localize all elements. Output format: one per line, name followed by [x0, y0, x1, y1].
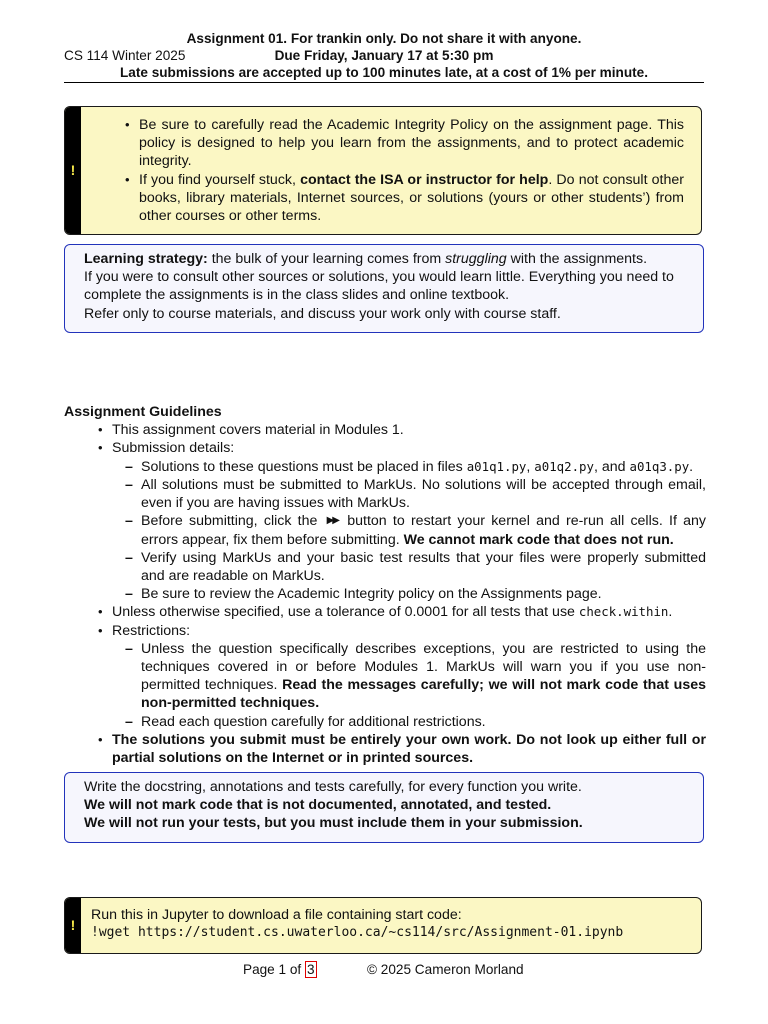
- submission-item: – Before submitting, click the ▶▶ button to restart your kernel and re-run all cells. If any errors appear, fix them before submitting. We cannot mark code that does not run.: [141, 512, 706, 549]
- submission-item: – All solutions must be submitted to MarkUs. No solutions will be accepted through email, even if you are having issues with MarkUs.: [141, 476, 706, 512]
- guideline-item: • Restrictions: – Unless the question specifically describes exceptions, you are restricted to using the techniques covered in or before Modules 1. MarkUs will warn you if you use non-permitted techniques. Read the messages carefully; we will not mark code that uses non-permitted techniques. – Read each question carefully for additional restrictions.: [112, 622, 706, 731]
- integrity-item: • If you find yourself stuck, contact the ISA or instructor for help. Do not consult other books, library materials, Internet sources, or solutions (yours or other students’) from other courses or other terms.: [125, 171, 684, 226]
- strategy-line: Learning strategy: the bulk of your learning comes from struggling with the assignments.: [84, 251, 648, 267]
- warning-icon: !: [70, 162, 76, 179]
- integrity-warning-box: [64, 106, 702, 235]
- submission-item: – Be sure to review the Academic Integrity policy on the Assignments page.: [141, 585, 706, 603]
- header-rule: [64, 82, 704, 83]
- guideline-item: [112, 731, 706, 767]
- page-header: [64, 30, 704, 81]
- learning-strategy-box: [64, 244, 704, 333]
- no-run-warning: We cannot mark code that does not run.: [403, 531, 674, 548]
- guidelines-list: [64, 421, 706, 767]
- filename: a01q3.py: [629, 458, 690, 474]
- late-policy: Late submissions are accepted up to 100 minutes late, at a cost of 1% per minute.: [119, 65, 649, 80]
- jupyter-download-box: [64, 897, 702, 954]
- warning-icon: !: [70, 917, 76, 934]
- restriction-warning: Read the messages carefully; we will not mark code that uses non-permitted techniques.: [141, 677, 706, 712]
- strategy-label: Learning strategy:: [84, 251, 208, 267]
- guideline-item: • Unless otherwise specified, use a tolerance of 0.0001 for all tests that use check.within.: [112, 603, 706, 621]
- jupyter-instruction: Run this in Jupyter to download a file containing start code:: [91, 907, 462, 923]
- restriction-item: – Read each question carefully for additional restrictions.: [141, 713, 706, 731]
- submission-details-list: [112, 458, 706, 604]
- integrity-item: • Be sure to carefully read the Academic Integrity Policy on the assignment page. This policy is designed to help you learn from the assignments, and to protect academic integrity.: [125, 116, 684, 171]
- submission-item: – Verify using MarkUs and your basic test results that your files were properly submitted and are readable on MarkUs.: [141, 549, 706, 585]
- submission-item: – Solutions to these questions must be placed in files a01q1.py, a01q2.py, and a01q3.py.: [141, 458, 706, 476]
- own-work-notice: The solutions you submit must be entirely your own work. Do not look up either full or partial solutions on the Internet or in printed sources.: [112, 731, 706, 766]
- guidelines-title: Assignment Guidelines: [64, 404, 222, 420]
- strategy-line: If you were to consult other sources or solutions, you would learn little. Everything you need to complete the assignments is in the class slides and online textbook.: [84, 269, 674, 304]
- page-number: Page 1 of 3: [243, 962, 315, 977]
- restriction-item: – Unless the question specifically describes exceptions, you are restricted to using the techniques covered in or before Modules 1. MarkUs will warn you if you use non-permitted techniques. Read the messages carefully; we will not mark code that uses non-permitted techniques.: [141, 640, 706, 713]
- documentation-box: [64, 772, 704, 843]
- restrictions-list: [112, 640, 706, 731]
- strategy-emphasis: struggling: [445, 251, 507, 267]
- copyright: © 2025 Cameron Morland: [367, 962, 524, 977]
- guideline-item: • Submission details: – Solutions to these questions must be placed in files a01q1.py, a01q2.py, and a01q3.py. – All solutions must be submitted to MarkUs. No solutions will be accepted through email, even if you are having issues with MarkUs. – Before submitting, click the ▶▶ button to restart your kernel and re-run all cells. If any errors appear, fix them before submitting. We cannot mark code that does not run. – Verify using MarkUs and your basic test results that your files were properly submitted and are readable on MarkUs. – Be sure to review the Academic Integrity policy on the Assignments page.: [112, 439, 706, 603]
- strategy-line: Refer only to course materials, and discuss your work only with course staff.: [84, 305, 561, 322]
- integrity-list: [125, 116, 684, 225]
- total-pages-link[interactable]: 3: [306, 962, 315, 977]
- doc-line: Write the docstring, annotations and tests carefully, for every function you write.: [84, 779, 582, 795]
- assignment-title: Assignment 01. For trankin only. Do not share it with anyone.: [186, 31, 582, 46]
- wget-command: !wget https://student.cs.uwaterloo.ca/~cs114/src/Assignment-01.ipynb: [91, 925, 624, 941]
- course-code: CS 114 Winter 2025: [64, 48, 186, 63]
- warning-bar: [65, 898, 81, 953]
- due-date: Due Friday, January 17 at 5:30 pm: [274, 48, 494, 63]
- filename: a01q2.py: [534, 458, 594, 474]
- run-all-icon: ▶▶: [326, 515, 338, 527]
- due-line: [64, 47, 704, 64]
- assignment-guidelines: [64, 403, 706, 767]
- warning-bar: [65, 107, 81, 234]
- doc-line: We will not run your tests, but you must include them in your submission.: [84, 815, 583, 832]
- contact-help: contact the ISA or instructor for help: [300, 171, 549, 188]
- filename: a01q1.py: [466, 458, 527, 474]
- guideline-item: • This assignment covers material in Modules 1.: [112, 421, 706, 439]
- code-check-within: check.within: [578, 604, 669, 620]
- doc-line: We will not mark code that is not documented, annotated, and tested.: [84, 797, 552, 814]
